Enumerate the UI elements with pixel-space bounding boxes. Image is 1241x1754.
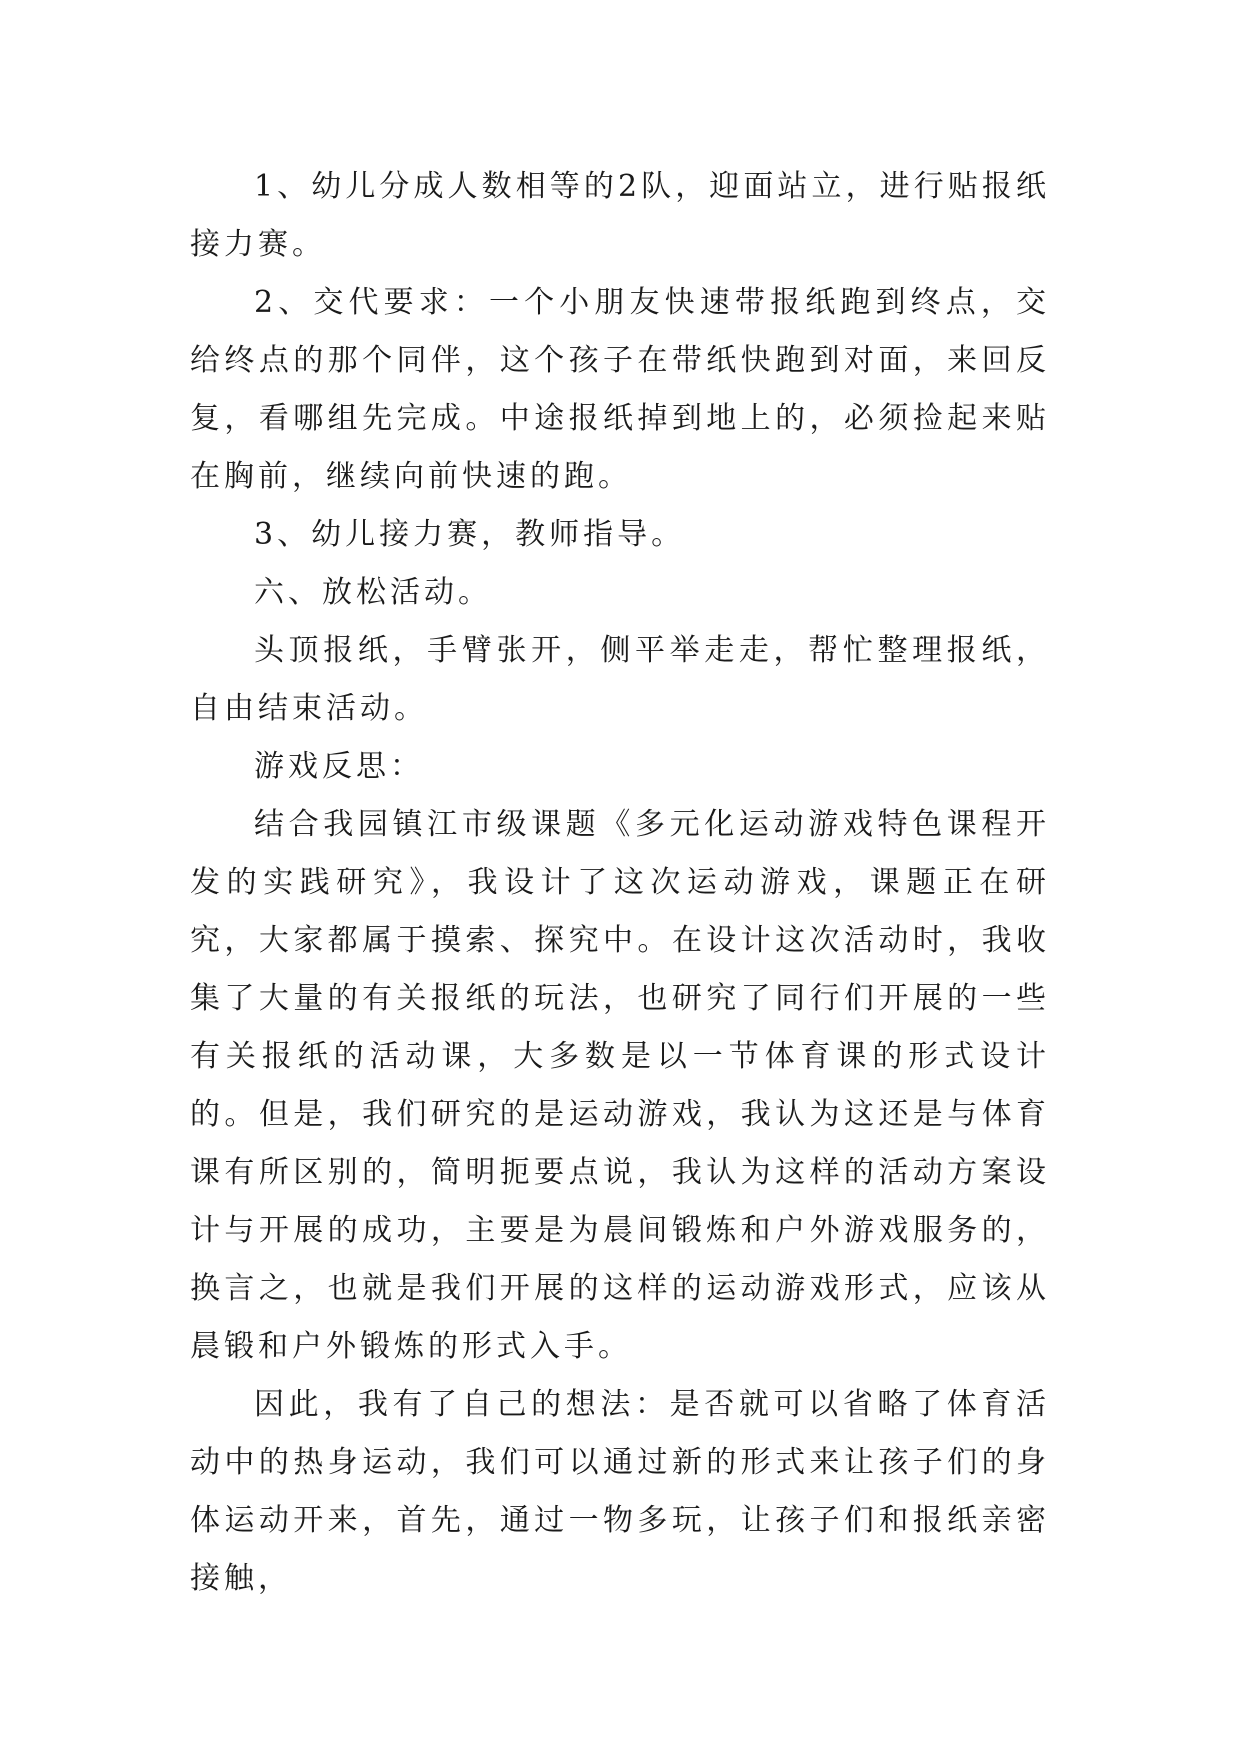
- section-heading-reflection: 游戏反思：: [254, 749, 424, 784]
- paragraph-relay-setup: 1、幼儿分成人数相等的2队，迎面站立，进行贴报纸接力赛。: [190, 169, 1050, 262]
- paragraph-reflection-research: 结合我园镇江市级课题《多元化运动游戏特色课程开发的实践研究》，我设计了这次运动游戏，课题正在研究，大家都属于摸索、探究中。在设计这次活动时，我收集了大量的有关报纸的玩法，也研究了同行们开展的一些有关报纸的活动课，大多数是以一节体育课的形式设计的。但是，我们研究的是运动游戏，我认为这还是与体育课有所区别的，简明扼要点说，我认为这样的活动方案设计与开展的成功，主要是为晨间锻炼和户外游戏服务的，换言之，也就是我们开展的这样的运动游戏形式，应该从晨锻和户外锻炼的形式入手。: [190, 807, 1050, 1364]
- paragraph-relay-rules: 2、交代要求：一个小朋友快速带报纸跑到终点，交给终点的那个同伴，这个孩子在带纸快跑到对面，来回反复，看哪组先完成。中途报纸掉到地上的，必须捡起来贴在胸前，继续向前快速的跑。: [190, 285, 1050, 494]
- paragraph-relay-guidance: 3、幼儿接力赛，教师指导。: [254, 517, 686, 552]
- section-heading-relaxation: 六、放松活动。: [254, 575, 492, 610]
- paragraph-relaxation: 头顶报纸，手臂张开，侧平举走走，帮忙整理报纸，自由结束活动。: [190, 633, 1050, 726]
- paragraph-reflection-idea: 因此，我有了自己的想法：是否就可以省略了体育活动中的热身运动，我们可以通过新的形式来让孩子们的身体运动开来，首先，通过一物多玩，让孩子们和报纸亲密接触，: [190, 1387, 1050, 1596]
- document-body: [190, 158, 1050, 1608]
